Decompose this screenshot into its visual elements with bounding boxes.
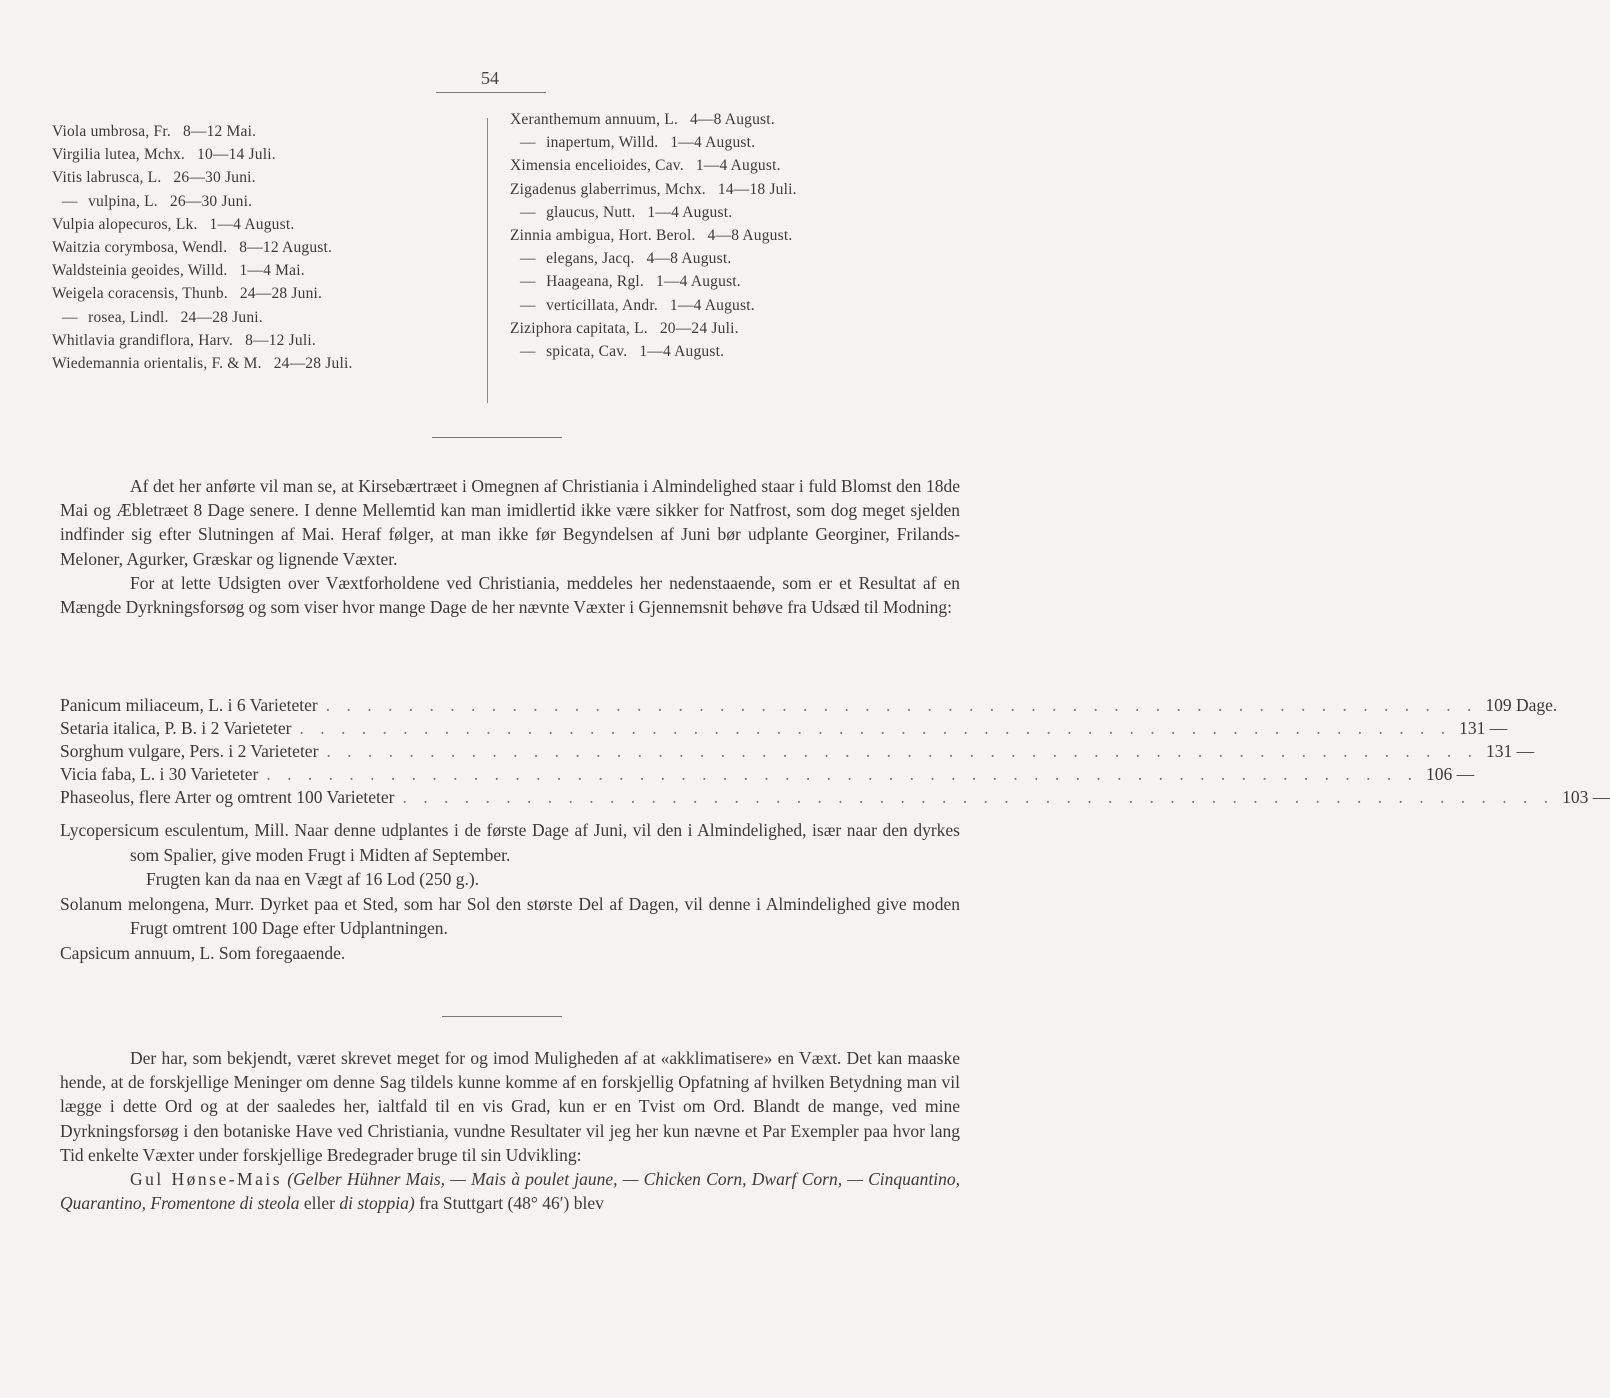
species-name: capitata, L. — [576, 319, 648, 337]
species-entry — [510, 201, 950, 224]
species-entry — [52, 143, 472, 166]
species-entry — [52, 329, 472, 352]
flowering-period: 1—4 August. — [639, 342, 725, 360]
species-entry — [52, 259, 472, 282]
genus-name: Zigadenus — [510, 180, 577, 198]
paragraph-4-tail: fra Stuttgart (48° 46′) blev — [419, 1193, 604, 1214]
paragraph-4-italic-2: di stoppia) — [339, 1193, 415, 1214]
paragraph-2: For at lette Udsigten over Væxtforholdene ved Christiania, meddeles her nedenstaaende, som er et Resultat af en Mængde Dyrkningsforsøg og som viser hvor mange Dage de her nævnte Væxter i Gjennemsnit behøve fra Udsæd til Modning: — [60, 572, 960, 618]
flowering-period: 1—4 August. — [670, 134, 756, 152]
species-entry — [52, 306, 472, 329]
genus-name: — — [520, 203, 536, 221]
species-name: rosea, Lindl. — [88, 308, 169, 326]
species-name: ambigua, Hort. Berol. — [555, 226, 696, 244]
paragraph-4-mid: eller — [303, 1193, 335, 1214]
flowering-period: 1—4 August. — [669, 296, 755, 314]
species-name: Haageana, Rgl. — [546, 273, 644, 291]
right-column — [510, 108, 950, 363]
paragraph-3: Der har, som bekjendt, været skrevet meget for og imod Muligheden af at «akklimatisere» en Væxt. Det kan maaske hende, at de forskjellige Meninger om denne Sag tildels kunne komme af en forskjellig Opfatning af hvilken Betydning man vil lægge i dette Ord og at der saaledes her, ialtfald til en vis Grad, kun er en Tvist om Ord. Blandt de mange, ved mine Dyrkningsforsøg i den botaniske Have ved Christiania, vundne Resultater vil jeg her kun nævne et Par Exempler paa hvor lang Tid enkelte Væxter under forskjellige Bredegrader bruge til sin Udvikling: — [60, 1048, 960, 1165]
species-name: encelioides, Cav. — [575, 157, 684, 175]
species-name: alopecuros, Lk. — [98, 215, 198, 233]
leader-dots: . . . . . . . . . . . . . . . . . . . . . . . . . . . . . . . . . . . . . . . . . . . . . . . . . . . . . . . . — [299, 718, 1452, 738]
species-name: umbrosa, Fr. — [90, 123, 171, 140]
species-name: geoides, Willd. — [131, 262, 228, 280]
species-entry — [510, 294, 950, 317]
solanum-note: Solanum melongena, Murr. Dyrket paa et Sted, som har Sol den største Del af Dagen, vil denne i Almindelighed give moden Frugt omtrent 100 Dage efter Udplantningen. — [60, 893, 960, 938]
maturity-label: Sorghum vulgare, Pers. i 2 Varieteter — [60, 741, 319, 761]
maturity-row — [60, 786, 1610, 809]
species-name: grandiflora, Harv. — [119, 331, 234, 349]
column-divider — [487, 118, 488, 403]
maturity-label: Panicum miliaceum, L. i 6 Varieteter — [60, 695, 318, 715]
species-name: labrusca, L. — [86, 169, 162, 187]
genus-name: Xeranthemum — [510, 111, 601, 128]
section-rule-2 — [442, 1016, 562, 1017]
flowering-period: 8—12 Juli. — [245, 331, 316, 349]
leader-dots: . . . . . . . . . . . . . . . . . . . . . . . . . . . . . . . . . . . . . . . . . . . . . . . . . . . . . . . . — [402, 787, 1555, 807]
lycopersicum-note-cont: Frugten kan da naa en Vægt af 16 Lod (250 g.). — [146, 869, 480, 889]
genus-name: Wiedemannia — [52, 354, 140, 372]
species-name: glaucus, Nutt. — [546, 203, 636, 221]
leader-dots: . . . . . . . . . . . . . . . . . . . . . . . . . . . . . . . . . . . . . . . . . . . . . . . . . . . . . . . . — [326, 741, 1479, 761]
genus-name: Waitzia — [52, 238, 101, 256]
species-entry — [52, 282, 472, 305]
species-entry — [510, 108, 950, 131]
genus-name: — — [520, 342, 536, 360]
genus-name: — — [520, 273, 536, 291]
page-number: 54 — [481, 68, 499, 88]
species-name: coracensis, Thunb. — [107, 285, 228, 303]
species-name: corymbosa, Wendl. — [104, 238, 228, 256]
genus-name: — — [62, 192, 78, 210]
species-name: orientalis, F. & M. — [143, 354, 262, 372]
flowering-period: 8—12 Mai. — [182, 123, 257, 140]
species-name: glaberrimus, Mchx. — [580, 180, 706, 198]
genus-name: — — [520, 296, 536, 314]
maturity-row — [60, 694, 1558, 717]
genus-name: Whitlavia — [52, 331, 115, 349]
maturity-days: 131 — — [1486, 741, 1535, 761]
flowering-period: 1—4 Mai. — [239, 262, 305, 280]
flowering-period: 26—30 Juni. — [173, 169, 256, 187]
maturity-days: 109 Dage. — [1485, 695, 1558, 715]
paragraph-4 — [60, 1167, 960, 1215]
genus-name: — — [520, 250, 536, 268]
genus-name: Vitis — [52, 169, 83, 187]
species-entry — [52, 213, 472, 236]
paragraph-4-lead: Gul Hønse-Mais — [130, 1169, 283, 1190]
species-entry — [52, 166, 472, 189]
species-name: elegans, Jacq. — [546, 250, 635, 268]
maturity-list — [60, 694, 1610, 809]
species-name: annuum, L. — [604, 111, 678, 128]
species-entry — [510, 317, 950, 340]
maturity-label: Setaria italica, P. B. i 2 Varieteter — [60, 718, 292, 738]
flowering-period: 1—4 August. — [695, 157, 781, 175]
species-entry — [510, 178, 950, 201]
genus-name: — — [62, 308, 78, 326]
section-rule-1 — [432, 437, 562, 438]
flowering-period: 24—28 Juni. — [180, 308, 263, 326]
species-name: vulpina, L. — [88, 192, 158, 210]
genus-name: Viola — [52, 123, 87, 140]
flowering-period: 10—14 Juli. — [197, 146, 276, 164]
page-number-rule — [436, 92, 546, 93]
species-name: verticillata, Andr. — [546, 296, 658, 314]
capsicum-note: Capsicum annuum, L. Som foregaaende. — [60, 942, 346, 963]
flowering-period: 24—28 Juli. — [273, 354, 353, 372]
genus-name: Ziziphora — [510, 319, 573, 337]
species-name: lutea, Mchx. — [104, 146, 185, 164]
body-text-block-2 — [60, 1046, 960, 1215]
leader-dots: . . . . . . . . . . . . . . . . . . . . . . . . . . . . . . . . . . . . . . . . . . . . . . . . . . . . . . . . — [325, 695, 1478, 715]
maturity-row — [60, 740, 1535, 763]
genus-name: — — [520, 134, 536, 152]
species-entry — [510, 340, 950, 363]
species-entry — [52, 236, 472, 259]
maturity-days: 131 — — [1459, 718, 1508, 738]
lycopersicum-note: Lycopersicum esculentum, Mill. Naar denne udplantes i de første Dage af Juni, vil den i Almindelighed, især naar den dyrkes som Spalier, give moden Frugt i Midten af September. — [60, 820, 960, 865]
genus-name: Zinnia — [510, 226, 552, 244]
species-entry — [510, 154, 950, 177]
crop-notes — [60, 818, 960, 965]
flowering-period: 14—18 Juli. — [717, 180, 797, 198]
maturity-row — [60, 763, 1475, 786]
species-entry — [52, 120, 472, 143]
species-entry — [52, 352, 472, 375]
genus-name: Vulpia — [52, 215, 95, 233]
genus-name: Waldsteinia — [52, 262, 127, 280]
genus-name: Virgilia — [52, 146, 101, 164]
flowering-period: 1—4 August. — [209, 215, 295, 233]
flowering-period: 4—8 August. — [707, 226, 793, 244]
species-entry — [510, 247, 950, 270]
flowering-period: 4—8 August. — [689, 111, 775, 128]
species-name: spicata, Cav. — [546, 342, 628, 360]
flowering-period: 1—4 August. — [656, 273, 741, 291]
leader-dots: . . . . . . . . . . . . . . . . . . . . . . . . . . . . . . . . . . . . . . . . . . . . . . . . . . . . . . . . — [266, 764, 1418, 784]
species-entry — [510, 270, 950, 293]
genus-name: Weigela — [52, 285, 104, 303]
body-text-block — [60, 474, 960, 619]
maturity-label: Vicia faba, L. i 30 Varieteter — [60, 764, 259, 784]
maturity-days: 103 — — [1562, 787, 1610, 807]
flowering-period: 20—24 Juli. — [659, 319, 739, 337]
species-name: inapertum, Willd. — [546, 134, 659, 152]
maturity-row — [60, 717, 1508, 740]
maturity-label: Phaseolus, flere Arter og omtrent 100 Varieteter — [60, 787, 395, 807]
species-entry — [52, 190, 472, 213]
genus-name: Ximensia — [510, 157, 572, 175]
flowering-period: 24—28 Juni. — [239, 285, 323, 303]
left-column — [52, 120, 472, 375]
species-entry — [510, 224, 950, 247]
flowering-period: 26—30 Juni. — [169, 192, 253, 210]
flowering-period: 4—8 August. — [646, 250, 732, 268]
paragraph-1: Af det her anførte vil man se, at Kirsebærtræet i Omegnen af Christiania i Almindelighed staar i fuld Blomst den 18de Mai og Æbletræet 8 Dage senere. I denne Mellemtid kan man imidlertid ikke være sikker for Natfrost, som dog meget sjelden indfinder sig efter Slutningen af Mai. Heraf følger, at man ikke før Begyndelsen af Juni bør udplante Georginer, Frilands-Meloner, Agurker, Græskar og lignende Væxter. — [60, 476, 960, 569]
maturity-days: 106 — — [1425, 764, 1475, 784]
flowering-period: 1—4 August. — [647, 203, 733, 221]
species-entry — [510, 131, 950, 154]
flowering-period: 8—12 August. — [239, 238, 333, 256]
paragraph-4-italic-1: (Gelber Hühner Mais, — Mais à poulet jaune, — Chicken Corn, Dwarf Corn, — Cinquantino, Quarantino, Fromentone di steola — [60, 1169, 961, 1214]
